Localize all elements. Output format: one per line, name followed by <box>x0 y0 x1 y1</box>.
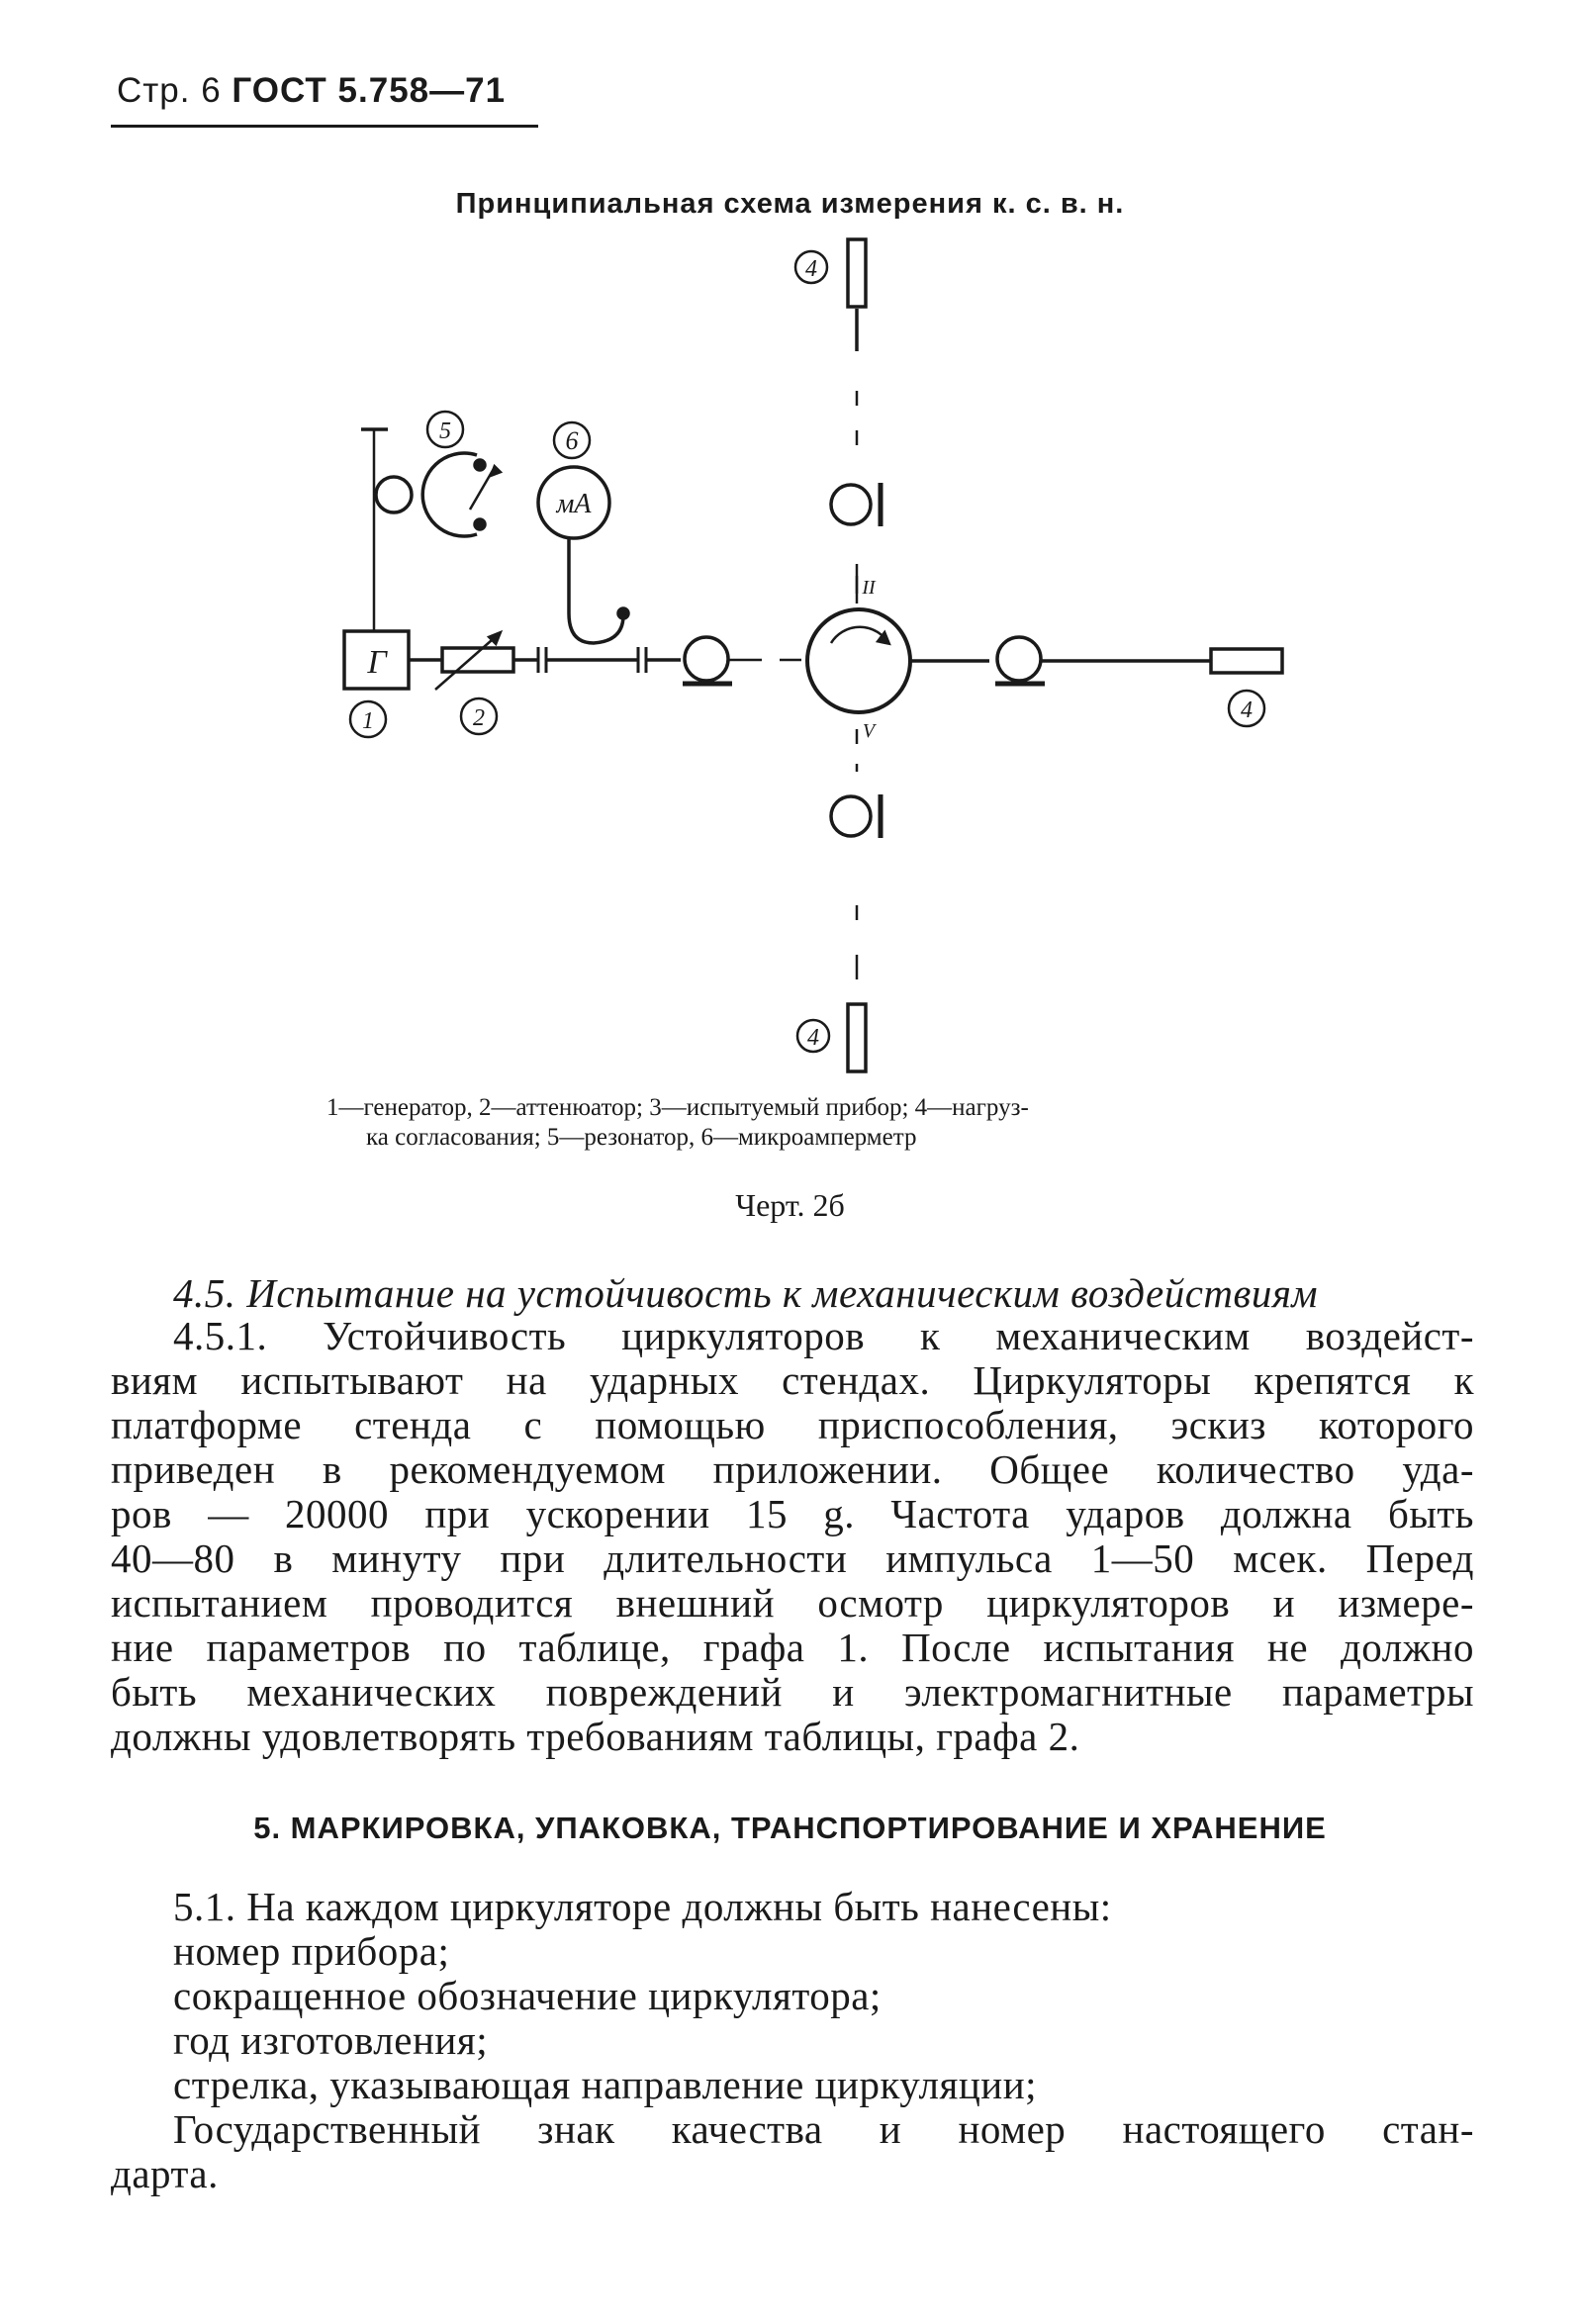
circulator <box>807 609 910 712</box>
mark-4-top: 4 <box>805 256 817 282</box>
resonator-coupling <box>376 477 412 512</box>
mark-4-right: 4 <box>1241 697 1253 723</box>
standard-number: ГОСТ 5.758—71 <box>232 71 507 110</box>
mark-1: 1 <box>362 708 374 734</box>
paragraph-line: приведен в рекомендуемом приложении. Общее количество уда- <box>111 1446 1474 1492</box>
mark-6: 6 <box>565 426 579 455</box>
transition-top <box>831 485 871 524</box>
section-4-5-1-paragraph <box>111 1314 1474 1759</box>
list-item: сокращенное обозначение циркулятора; <box>173 1973 882 2018</box>
load-top <box>848 239 866 307</box>
paragraph-line: платформе стенда с помощью приспособления, эскиз которого <box>111 1402 1474 1447</box>
list-item: 5.1. На каждом циркуляторе должны быть нанесены: <box>173 1884 1112 1929</box>
paragraph-line: виям испытывают на ударных стендах. Циркуляторы крепятся к <box>111 1357 1474 1403</box>
paragraph-line: испытанием проводится внешний осмотр циркуляторов и измере- <box>111 1580 1474 1626</box>
list-item: год изготовления; <box>173 2017 489 2063</box>
branch-bottom-label: V <box>862 720 876 742</box>
caption-line: 1—генератор, 2—аттенюатор; 3—испытуемый прибор; 4—нагруз- <box>326 1094 1029 1121</box>
paragraph-line: быть механических повреждений и электромагнитные параметры <box>111 1669 1474 1715</box>
paragraph-line: 40—80 в минуту при длительности импульса 1—50 мсек. Перед <box>111 1535 1474 1581</box>
figure-number: Черт. 2б <box>735 1187 845 1223</box>
transition-left <box>685 637 728 681</box>
load-bottom <box>848 1004 866 1071</box>
list-item: номер прибора; <box>173 1928 450 1974</box>
mark-4-bottom: 4 <box>807 1025 819 1051</box>
section-5-title: 5. МАРКИРОВКА, УПАКОВКА, ТРАНСПОРТИРОВАНИЕ И ХРАНЕНИЕ <box>253 1811 1327 1845</box>
page-number: Стр. 6 <box>117 71 222 110</box>
figure-title: Принципиальная схема измерения к. с. в. н. <box>455 188 1125 220</box>
resonator-loop <box>422 453 477 536</box>
transition-bottom <box>831 796 871 836</box>
figure-caption <box>326 1093 1276 1153</box>
list-item: дарта. <box>111 2151 219 2196</box>
paragraph-line: 4.5.1. Устойчивость циркуляторов к механическим воздейст- <box>173 1313 1474 1358</box>
caption-line: ка согласования; 5—резонатор, 6—микроамперметр <box>366 1124 917 1151</box>
paragraph-line: должны удовлетворять требованиям таблицы, графа 2. <box>111 1714 1080 1759</box>
paragraph-line: ние параметров по таблице, графа 1. После испытания не должно <box>111 1625 1474 1670</box>
measurement-schematic <box>0 0 1580 1088</box>
mark-2: 2 <box>473 705 485 731</box>
load-right <box>1211 649 1282 673</box>
generator-symbol: Г <box>367 644 387 681</box>
microammeter-lead <box>569 538 623 643</box>
section-4-5-heading: 4.5. Испытание на устойчивость к механическим воздействиям <box>173 1270 1319 1316</box>
microammeter-symbol: мА <box>556 489 592 519</box>
list-item: стрелка, указывающая направление циркуляции; <box>173 2062 1038 2107</box>
paragraph-line: ров — 20000 при ускорении 15 g. Частота ударов должна быть <box>111 1491 1474 1536</box>
mark-5: 5 <box>439 418 451 444</box>
section-5-1-list <box>111 1885 1474 2196</box>
transition-right <box>997 637 1041 681</box>
branch-top-label: II <box>862 577 876 599</box>
list-item: Государственный знак качества и номер настоящего стан- <box>173 2106 1474 2152</box>
